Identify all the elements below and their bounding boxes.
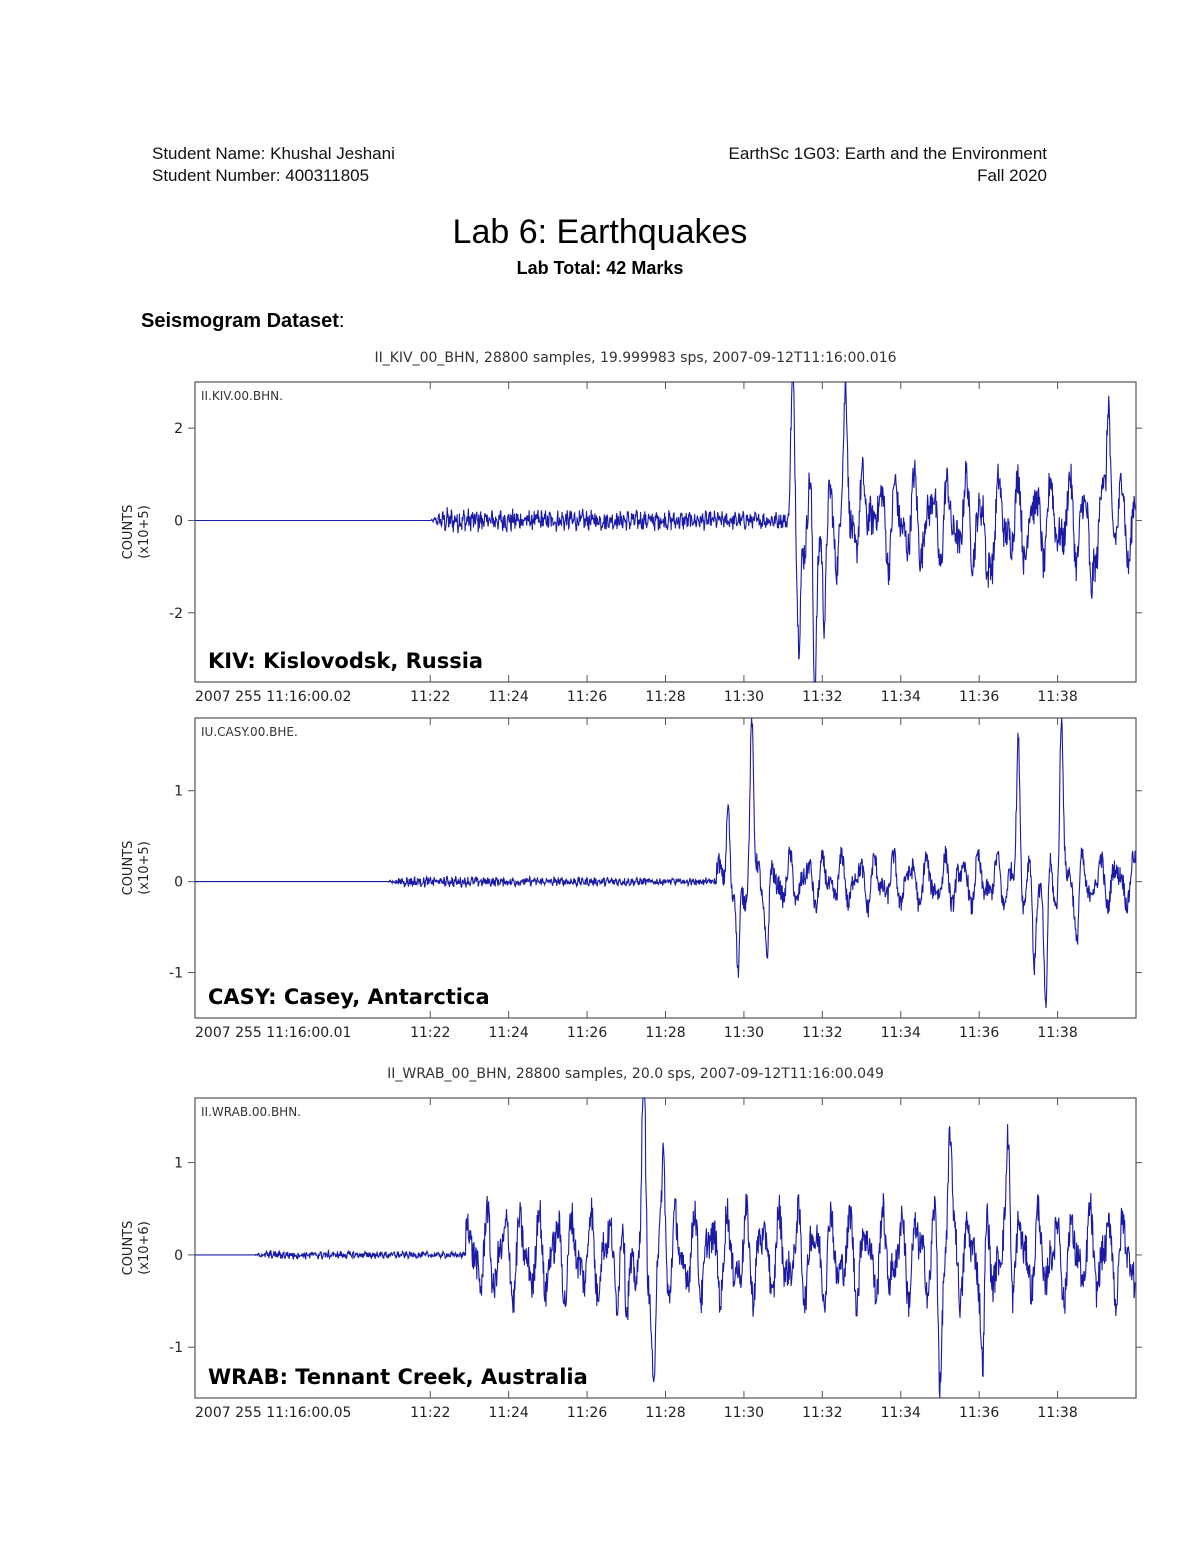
y-tick-label: -1	[169, 965, 183, 982]
station-code: II.WRAB.00.BHN.	[201, 1105, 301, 1119]
plot-title: II_WRAB_00_BHN, 28800 samples, 20.0 sps, 2007-09-12T11:16:00.049	[387, 1066, 884, 1082]
seismic-trace	[195, 1098, 1136, 1398]
plot-frame	[195, 1098, 1136, 1398]
x-tick-label: 11:38	[1037, 1405, 1078, 1421]
page-subtitle: Lab Total: 42 Marks	[516, 258, 684, 278]
y-tick-label: -2	[169, 605, 183, 622]
plot-title: II_KIV_00_BHN, 28800 samples, 19.999983 sps, 2007-09-12T11:16:00.016	[374, 350, 897, 366]
x-tick-label: 11:34	[880, 1405, 921, 1421]
y-axis-unit: (x10+6)	[137, 1221, 152, 1275]
x-tick-label: 11:24	[488, 1025, 529, 1041]
y-tick-label: 1	[174, 1155, 183, 1172]
station-code: II.KIV.00.BHN.	[201, 389, 283, 403]
x-tick-label: 11:32	[802, 689, 843, 705]
x-tick-label: 11:34	[880, 1025, 921, 1041]
seismic-trace	[195, 718, 1136, 1008]
y-axis-unit: (x10+5)	[137, 505, 152, 559]
x-tick-label: 11:36	[958, 1025, 1000, 1041]
x-tick-label: 2007 255 11:16:00.01	[195, 1025, 352, 1041]
x-tick-label: 11:36	[958, 1405, 1000, 1421]
station-label: CASY: Casey, Antarctica	[208, 985, 490, 1009]
seismic-trace	[195, 382, 1136, 682]
y-tick-label: 1	[174, 783, 183, 800]
y-tick-label: 0	[174, 513, 183, 530]
x-tick-label: 11:22	[410, 1405, 451, 1421]
y-axis-label: COUNTS	[121, 840, 136, 896]
y-tick-label: 2	[174, 421, 183, 438]
student-number: Student Number: 400311805	[152, 166, 370, 185]
x-tick-label: 11:32	[802, 1405, 843, 1421]
x-tick-label: 11:30	[723, 1025, 765, 1041]
course-term: Fall 2020	[977, 166, 1047, 185]
page-title: Lab 6: Earthquakes	[452, 213, 748, 251]
x-tick-label: 11:36	[958, 689, 1000, 705]
x-tick-label: 11:38	[1037, 1025, 1078, 1041]
x-tick-label: 11:22	[410, 689, 451, 705]
y-tick-label: -1	[169, 1340, 183, 1357]
station-label: WRAB: Tennant Creek, Australia	[208, 1365, 588, 1389]
x-tick-label: 11:28	[645, 689, 686, 705]
student-name: Student Name: Khushal Jeshani	[152, 144, 395, 163]
y-tick-label: 0	[174, 874, 183, 891]
x-tick-label: 11:30	[723, 689, 765, 705]
course-name: EarthSc 1G03: Earth and the Environment	[728, 144, 1047, 163]
x-tick-label: 11:32	[802, 1025, 843, 1041]
y-axis-label: COUNTS	[121, 1220, 136, 1276]
y-axis-label: COUNTS	[121, 504, 136, 560]
station-code: IU.CASY.00.BHE.	[201, 725, 298, 739]
x-tick-label: 11:28	[645, 1405, 686, 1421]
x-tick-label: 2007 255 11:16:00.02	[195, 689, 352, 705]
section-heading-label: Seismogram Dataset	[141, 310, 339, 332]
x-tick-label: 11:38	[1037, 689, 1078, 705]
y-axis-unit: (x10+5)	[137, 841, 152, 895]
x-tick-label: 2007 255 11:16:00.05	[195, 1405, 352, 1421]
x-tick-label: 11:24	[488, 1405, 529, 1421]
x-tick-label: 11:22	[410, 1025, 451, 1041]
x-tick-label: 11:28	[645, 1025, 686, 1041]
x-tick-label: 11:30	[723, 1405, 765, 1421]
x-tick-label: 11:26	[566, 689, 608, 705]
section-heading-colon: :	[338, 310, 345, 332]
x-tick-label: 11:24	[488, 689, 529, 705]
x-tick-label: 11:34	[880, 689, 921, 705]
x-tick-label: 11:26	[566, 1405, 608, 1421]
station-label: KIV: Kislovodsk, Russia	[208, 649, 484, 673]
x-tick-label: 11:26	[566, 1025, 608, 1041]
y-tick-label: 0	[174, 1247, 183, 1264]
